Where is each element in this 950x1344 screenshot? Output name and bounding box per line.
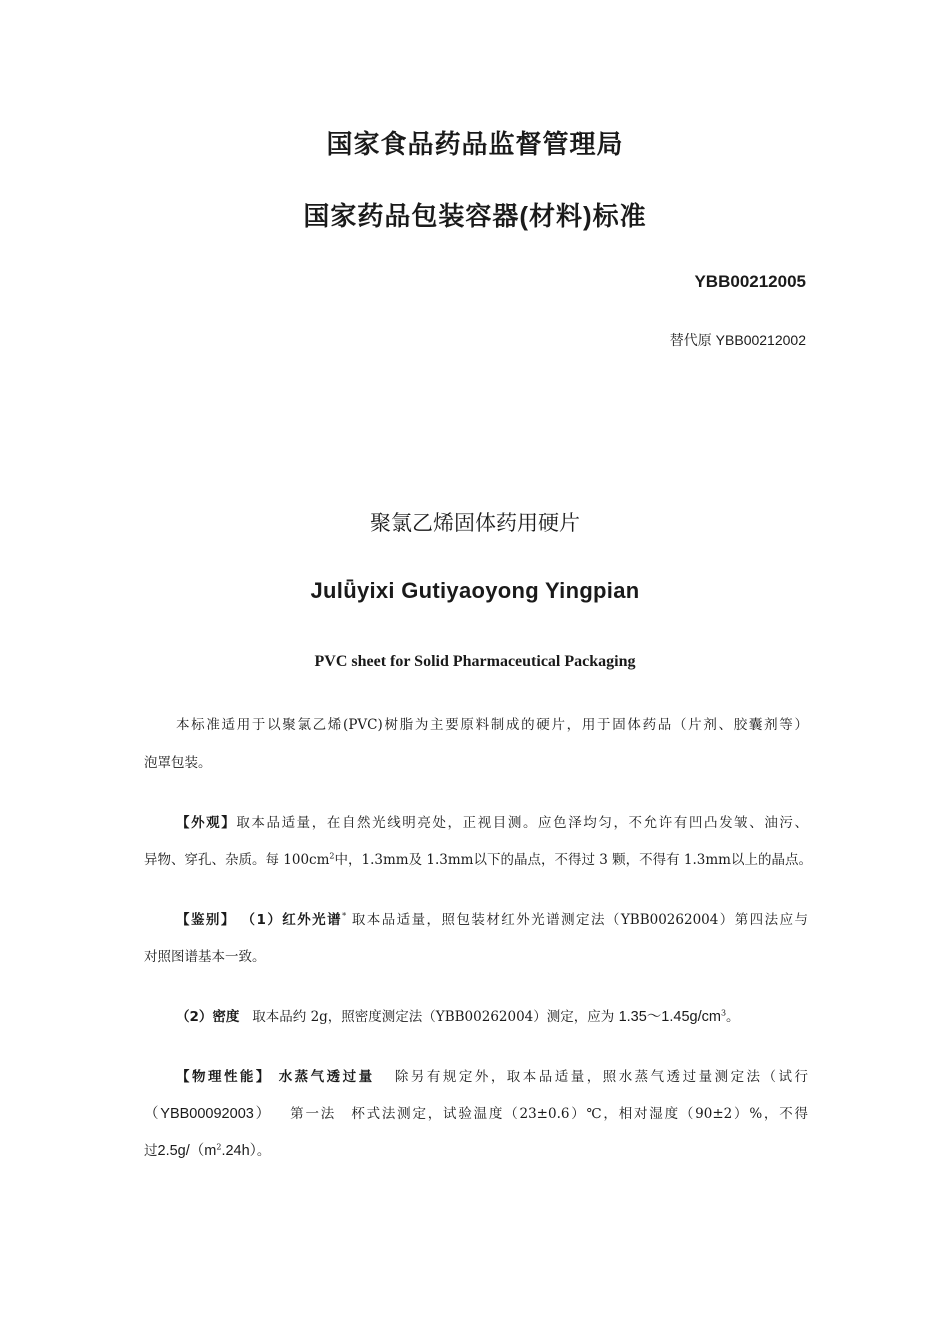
physical-line-1 <box>176 1067 808 1087</box>
product-name-pinyin: Julǖyixi Gutiyaoyong Yingpian <box>310 578 640 603</box>
vapor-label: 水蒸气透过量 <box>278 1069 375 1085</box>
scope-line-1: 本标准适用于以聚氯乙烯(PVC)树脂为主要原料制成的硬片，用于固体药品（片剂、胶囊剂等） <box>176 717 808 733</box>
physical-text-2: 第一法 杯式法测定，试验温度（23±0.6）℃，相对湿度（90±2）%，不得 <box>290 1106 809 1122</box>
identification-line-1 <box>176 910 808 930</box>
physical-text-1: 除另有规定外，取本品适量，照水蒸气透过量测定法（试行 <box>394 1069 809 1085</box>
physical-end: 。 <box>256 1143 271 1159</box>
ir-text: 取本品适量，照包装材红外光谱测定法（YBB00262004）第四法应与 <box>351 912 809 928</box>
physical-text-3b: .24h） <box>221 1143 257 1159</box>
replaces-code: 替代原 YBB00212002 <box>669 332 806 348</box>
appearance-text-1: 取本品适量，在自然光线明亮处，正视目测。应色泽均匀，不允许有凹凸发皱、油污、 <box>236 815 809 831</box>
appearance-label: 【外观】 <box>176 815 237 831</box>
appearance-line-1 <box>176 813 808 833</box>
density-text: 取本品约 2g，照密度测定法（YBB00262004）测定，应为 <box>252 1009 615 1025</box>
physical-sup: 2 <box>216 1142 222 1152</box>
physical-code: （YBB00092003） <box>144 1106 272 1122</box>
physical-line-2 <box>144 1104 808 1124</box>
ir-spectrum-label: （1）红外光谱 <box>241 912 343 928</box>
density-value: 1.35～1.45g/cm <box>618 1009 721 1025</box>
density-sup: 3 <box>720 1008 727 1018</box>
physical-value: 2.5g/（m <box>157 1143 217 1159</box>
physical-line-3 <box>144 1141 808 1161</box>
appearance-sup: 2 <box>329 851 335 861</box>
authority-title: 国家食品药品监督管理局 <box>326 129 624 159</box>
identification-line-2: 对照图谱基本一致。 <box>144 949 266 965</box>
appearance-line-2 <box>144 850 812 870</box>
density-label: （2）密度 <box>176 1009 240 1025</box>
product-name-en: PVC sheet for Solid Pharmaceutical Packaging <box>314 653 636 670</box>
physical-label: 【物理性能】 <box>176 1069 272 1085</box>
standard-type-title: 国家药品包装容器(材料)标准 <box>303 201 647 231</box>
physical-text-3a: 过 <box>144 1143 158 1159</box>
scope-line-2: 泡罩包装。 <box>144 755 212 771</box>
standard-code: YBB00212005 <box>694 272 806 291</box>
product-name-cn: 聚氯乙烯固体药用硬片 <box>370 512 580 535</box>
ir-mark: * <box>342 911 347 921</box>
appearance-text-2b: 中，1.3mm及 1.3mm以下的晶点，不得过 3 颗，不得有 1.3mm以上的晶点。 <box>334 852 812 868</box>
density-end: 。 <box>726 1009 740 1025</box>
appearance-text-2a: 异物、穿孔、杂质。每 100cm <box>144 852 330 868</box>
density-line <box>176 1007 808 1027</box>
identification-label: 【鉴别】 <box>176 912 236 928</box>
